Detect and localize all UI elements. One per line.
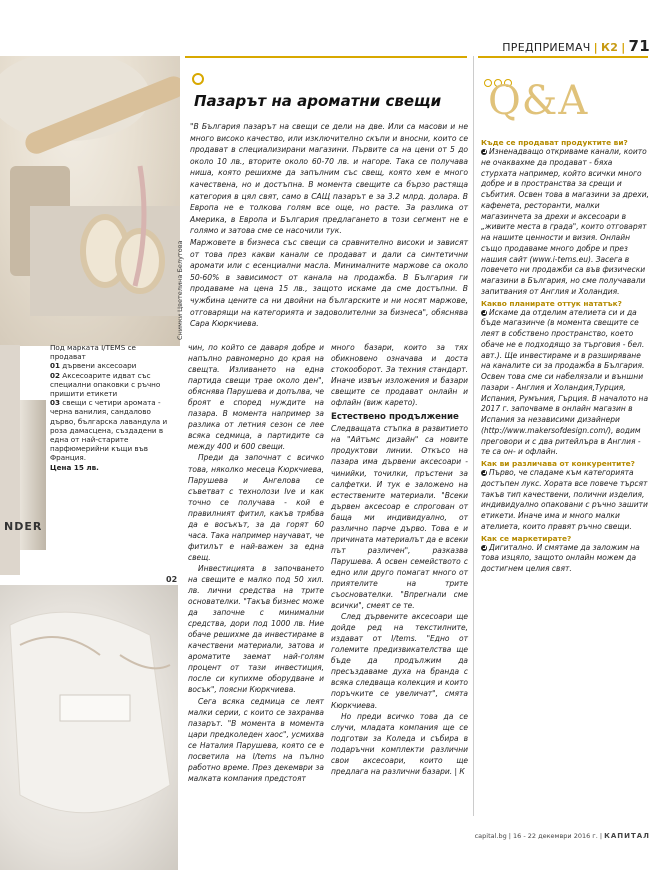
body-paragraph: Преди да започнат с всичко това, няколко месеца Кюркчиева, Парушева и Ангелова се съветват с технолози Ive и как точно се получава - кой е правилният фитил, какъв трябва да е восъкът, за да горят 60 часа. Така например научават, че фитилът е най-важен за една свещ. xyxy=(188,453,324,562)
photo-illustration xyxy=(0,585,178,870)
article-title: Пазарът на ароматни свещи xyxy=(194,92,442,110)
caption-text: свещи с четири аромата - черна ванилия, сандалово дърво, българска лавандула и роза дамасцена, създадени в една от най-старите парфюмерийни къщи във Франция. xyxy=(50,398,168,463)
photo-number: 02 xyxy=(166,575,178,584)
qa-title: Q&A xyxy=(488,78,589,124)
body-paragraph: След дървените аксесоари ще дойде ред на текстилните, издават от I/tems. "Едно от големите предизвикателства ще бъде да продължим да пресъздаваме духа на бранда с всяка следваща колекция и които поръчките се увеличат", смята Кюркчиева. xyxy=(331,612,468,710)
body-paragraph: Сега всяка седмица се леят малки серии, с които се захранва пазарът. "В момента в момента цари предколеден хаос", усмихва се Наталия Парушева, която се е посветила на I/tems на пълно работно време. През декември за малката компания предстоят xyxy=(188,696,324,783)
body-paragraph: много базари, които за тях обикновено означава и доста стокооборот. За техния стандарт. Иначе извън изложения и базари свещите се продават онлайн и офлайн (виж карето). xyxy=(331,343,468,408)
k2-label: К2 xyxy=(600,41,619,54)
lead-paragraph: "В България пазарът на свещи се дели на две. Или са масови и не много високо качество, или изключително скъпи и вносни, които се продават в специализирани магазини. Първите са на цени от 5 до около 10 лв., вторите около 60-70 лв. и нагоре. Така се получава ниша, която решихме да запълним със свещ, която хем е много качествена, но и достъпна. В момента свещите са бързо растяща категория в цял свят, само в САЩ пазарът е за 3.2 млрд. долара. В Европа не е толкова голям все още, но расте. За разлика от Америка, в Европа и България предлагането в този сегмент не е голямо и затова сме се насочили тук. xyxy=(190,122,468,236)
qa-sidebar xyxy=(481,138,649,576)
footer-text: capital.bg | 16 - 22 декември 2016 г. xyxy=(474,832,598,840)
photo-packaging xyxy=(0,585,178,870)
caption-text: дървени аксесоари xyxy=(60,361,137,371)
photo-candle-left xyxy=(0,345,20,575)
body-paragraph: Но преди всичко това да се случи, младата компания ще се подготви за Коледа и събира в подаръчни комплекти различни свои аксесоари, които ще предлага на различни базари. | К xyxy=(331,711,468,776)
lead-paragraph: Маржовете в бизнеса със свещи са сравнително високи и зависят от това през какви канали се продават и дали са синтетични аромати или с есенциални масла. Минималните маржове са около 50-60% в зависимост от канала на продажба. В България ги продаваме на цена 15 лв., защото искаме да сме достъпни. В чужбина цените са ни двойни на българските и ни носят маржове, отговарящи на категорията и задоволителни за бизнеса", обяснява Сара Кюркчиева. xyxy=(190,237,468,329)
body-paragraph: Следващата стъпка в развитието на "Айтъмс дизайн" са новите продуктови линии. Откъсо на пазара има дървени аксесоари - чинийки, точилки, пръстени за салфетки. И тук е заложено на естествените материали. "Всеки дървен аксесоар е спрогован от баща ми индивидуално, от различно парче дърво. Това е и причината материалът да е всеки път различен", разказва Парушева. А освен семейството с едно или друго помагат много от приятелите на трите съоснователки. "Впрегнали сме всички", смеят се те. xyxy=(331,424,468,611)
caption-number: 03 xyxy=(50,398,61,408)
article-column-1 xyxy=(188,342,324,784)
article-lead xyxy=(190,121,468,330)
title-dot-icon xyxy=(192,73,204,85)
caption-price: Цена 15 лв. xyxy=(50,462,99,472)
page-footer: capital.bg | 16 - 22 декември 2016 г. | КАПИТАЛ xyxy=(474,832,650,840)
caption-text: Аксесоарите идват със специални опаковки с ръчно пришити етикети xyxy=(50,370,161,399)
photo-credit: Снимки Цветелина Белутова xyxy=(176,240,184,340)
photo-wooden-accessories xyxy=(0,56,180,346)
qa-question: Къде се продават продуктите ви? xyxy=(481,138,628,147)
article-column-2 xyxy=(331,342,468,777)
qa-answer: Искаме да отделим ателиета си и да бъде магазинче (в момента свещите се леят в собствено пространство, което обаче не е подходящо за търговия - бел. авт.). Ще инвестираме и в разширяване на каналите си за продажба в България. Освен това сме си набелязали и външни пазари - Англия и Холандия,Турция, Испания, Румъния, Гърция. В началото на 2017 г. започваме в онлайн магазин в Испания за независими дизайнери (http://www.makersofdesign.com/), водим преговори и с два ритейлъра в Англия - те са он- и офлайн. xyxy=(481,307,649,457)
qa-question: Как ви различава от конкурентите? xyxy=(481,459,635,468)
jar-label: NDER xyxy=(4,520,43,533)
header-rule xyxy=(185,56,467,58)
qa-answer: Първо, че спадаме към категорията достъпен лукс. Хората все повече търсят такъв тип качествени, полични изделия, индивидуално опаковани с ръчно зашити етикети. Иначе има и много малки ателиета, които правят ръчно свещи. xyxy=(481,468,648,531)
caption-number: 01 xyxy=(50,361,61,371)
caption-number: 02 xyxy=(50,370,61,380)
qa-question: Какво планирате оттук нататък? xyxy=(481,298,622,308)
body-paragraph: чин, по който се даваря добре и напълно равномерно до края на свещта. Изливането на една партида свещи трае около ден", обяснява Парушева и допълва, че броят е според нуждите на пазара. В момента например за разлика от летния сезон се лее всяка седмица, а партидите са между 400 и 600 свещи. xyxy=(188,343,324,452)
check-bullet-icon xyxy=(481,310,487,316)
caption-intro: Под марката I/TEMS се продават xyxy=(50,343,136,362)
check-bullet-icon xyxy=(481,470,487,476)
page-header: ПРЕДПРИЕМАЧ | К2 | 71 xyxy=(502,37,650,55)
section-name: ПРЕДПРИЕМАЧ xyxy=(502,41,591,54)
photo-illustration xyxy=(0,56,180,346)
footer-brand: КАПИТАЛ xyxy=(604,832,650,840)
check-bullet-icon xyxy=(481,149,487,155)
body-paragraph: Инвестицията в започването на свещите е малко под 50 хил. лв. лични средства на трите основателки. "Такъв бизнес може да започне с минимални средства, дори под 1000 лв. Ние обаче решихме да инвестираме в качествени материали, затова и ароматите заемат най-голям процент от тази инвестиция, после си купихме оборудване и восък", поясни Кюркчиева. xyxy=(188,563,324,695)
subheading: Естествено продължение xyxy=(331,412,459,423)
qa-answer: Изненадващо откриваме канали, които не очаквахме да продават - бяха стурхата например, който всички много добре и в пространства за срещи и събития. Освен това в магазини за дрехи, кафенета, ресторанти, малки магазинчета за дрехи и аксесоари в „живите места в града", които отговарят на нашите ценности и визия. Онлайн също продаваме много добре и през нашия сайт (www.i-tems.eu). Засега в повечето ни продажби са във физически магазини в България, но сме получавали запитвания от Англия и Холандия. xyxy=(481,147,649,296)
column-divider xyxy=(473,56,474,816)
qa-question: Как се маркетирате? xyxy=(481,533,572,543)
photo-caption xyxy=(50,343,170,472)
check-bullet-icon xyxy=(481,545,487,551)
page-number: 71 xyxy=(628,37,650,55)
header-rule-right xyxy=(478,56,648,58)
qa-answer: Дигитално. И смятаме да заложим на това изцяло, защото онлайн можем да достигнем целия свят. xyxy=(481,542,640,573)
